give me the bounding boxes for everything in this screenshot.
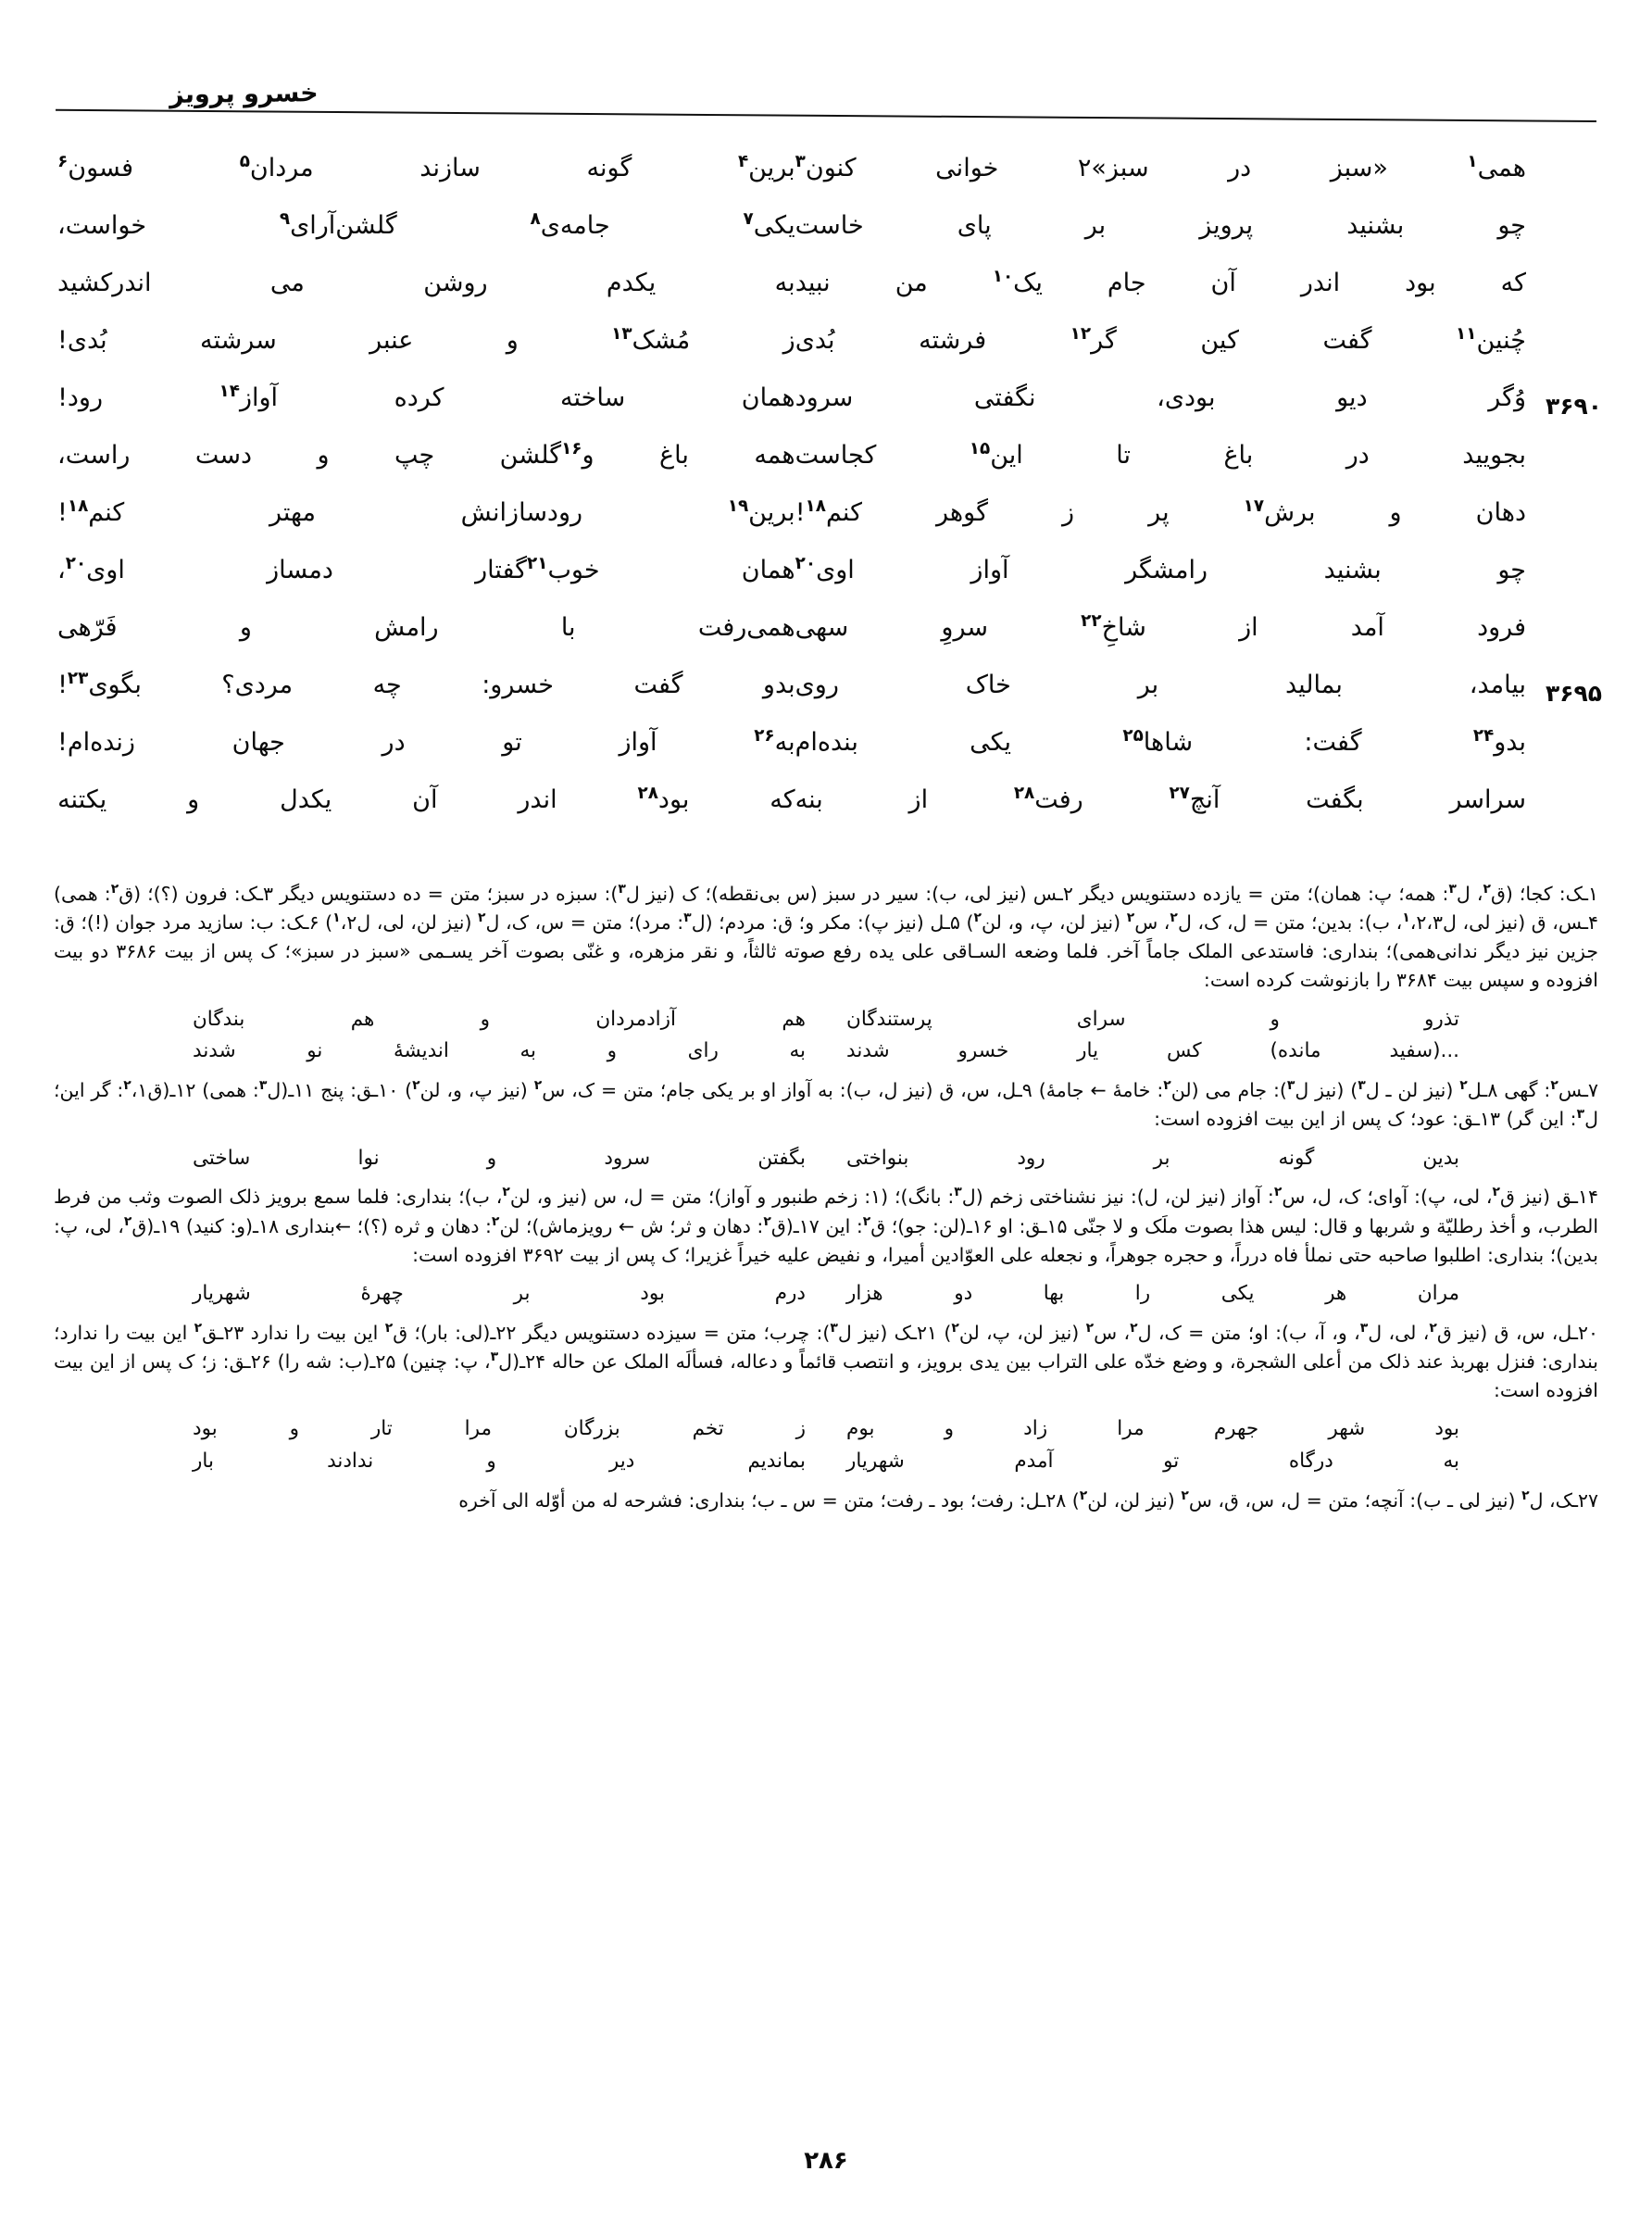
hemistich-second: همان خوب$^{۲۱}$گفتار دمساز اوی$^{۲۰}$، bbox=[57, 554, 795, 584]
inserted-hemistich-first: تذرو و سرای پرستندگان bbox=[846, 1007, 1459, 1031]
hemistich-first: دهان و برش$^{۱۷}$ پر ز گوهر کنم$^{۱۸}$! bbox=[795, 496, 1526, 527]
inserted-hemistich-first: بدین گونه بر رود بنواختی bbox=[846, 1146, 1459, 1170]
inserted-verse-line bbox=[193, 1143, 1459, 1175]
hemistich-first: چو بشنید پرویز بر پای خاست bbox=[795, 211, 1526, 240]
inserted-couplet-group bbox=[54, 1143, 1598, 1175]
verse-line bbox=[54, 324, 1598, 385]
verse-line bbox=[54, 611, 1598, 672]
footnote-apparatus bbox=[54, 880, 1598, 1515]
footnote-paragraph: ۲۷ـک، ل$^۲$ (نیز لی ـ ب): آنچه؛ متن = ل، س، ق، س$^۲$ (نیز لن، لن$^۲$) ۲۸ـل: رفت؛ بود ـ رفت؛ متن = س ـ ب؛ بنداری: فشرحه له من أوّله الی آخره bbox=[458, 1488, 1598, 1512]
verse-line bbox=[54, 496, 1598, 558]
inserted-hemistich-second: ز تخم بزرگان مرا تار و بود bbox=[193, 1417, 806, 1441]
inserted-verse-line bbox=[193, 1413, 1459, 1446]
hemistich-second: برین$^۴$ گونه سازند مردان$^۵$ فسون$^۶$ bbox=[57, 152, 795, 182]
footnote-paragraph: ۲۰ـل، س، ق (نیز ق$^۲$، لی، ل$^۳$، و، آ، ب): او؛ متن = ک، ل$^۲$، س$^۲$ (نیز لن، پ، لن$^۲$) ۲۱ـک (نیز ل$^۳$): چرب؛ متن = سیزده دستنویس دیگر ۲۲ـ(لی: بار)؛ ق$^۲$ این بیت را ندارد ۲۳ـق$^۲$ این بیت را ندارد؛ بنداری: فنزل بهربذ عند ذلک من أعلی الشجرة، و وضع خدّه علی التراب بین یدی برویز، و انتصب قائماً و دعاله، فسألَه الملک عن حاله ۲۴ـ(ل$^۳$، پ: چنین) ۲۵ـ(ب: شه را) ۲۶ـق: ز؛ ک پس از این بیت افزوده است: bbox=[54, 1320, 1598, 1402]
hemistich-second: همان ساخته کرده آواز$^{۱۴}$ رود! bbox=[57, 382, 795, 412]
inserted-verse-line bbox=[193, 1035, 1459, 1068]
verse-line bbox=[54, 554, 1598, 615]
verse-line bbox=[54, 726, 1598, 787]
hemistich-second: همی‌رفت با رامش و فَرّهی bbox=[57, 613, 795, 642]
inserted-verse-line bbox=[193, 1446, 1459, 1478]
verse-line bbox=[54, 784, 1598, 845]
hemistich-first: بجویید در باغ تا این$^{۱۵}$ کجاست bbox=[795, 439, 1526, 470]
hemistich-first: چُنین$^{۱۱}$ گفت کین گر$^{۱۲}$ فرشته بُدی bbox=[795, 324, 1526, 355]
inserted-couplet-group bbox=[54, 1278, 1598, 1311]
inserted-couplet-group bbox=[54, 1413, 1598, 1478]
header-rule bbox=[56, 109, 1596, 122]
hemistich-first: وُگر دیو بودی، نگفتی سرود bbox=[795, 383, 1526, 412]
hemistich-second: همه باغ و$^{۱۶}$گلشن چپ و دست راست، bbox=[57, 439, 795, 470]
page-header bbox=[56, 80, 1596, 144]
inserted-hemistich-first: مران هر یکی را بها دو هزار bbox=[846, 1281, 1459, 1305]
inserted-hemistich-first: بود شهر جهرم مرا زاد و بوم bbox=[846, 1417, 1459, 1441]
footnote-paragraph: ۷ـس$^۲$: گهی ۸ـل$^۲$ (نیز لن ـ ل$^۳$) (نیز ل$^۳$): جام می (لن$^۲$: خامهٔ ← جامهٔ) ۹ـل، س، ق (نیز ل، ب): به آواز او بر یکی جام؛ متن = ک، س$^۲$ (نیز پ، و، لن$^۲$) ۱۰ـق: پنج ۱۱ـ(ل$^۳$: همی) ۱۲ـ(ق$^۲$،۱: گر این؛ ل$^۳$: این گر) ۱۳ـق: عود؛ ک پس از این بیت افزوده است: bbox=[54, 1078, 1598, 1131]
hemistich-first: که بود اندر آن جام یک$^{۱۰}$ من نبید bbox=[795, 267, 1526, 297]
inserted-hemistich-second: بگفتن سرود و نوا ساختی bbox=[193, 1146, 806, 1170]
inserted-hemistich-second: هم آزادمردان و هم بندگان bbox=[193, 1007, 806, 1031]
hemistich-second: به یکدم روشن می اندرکشید bbox=[57, 269, 795, 297]
hemistich-first: بیامد، بمالید بر خاک روی bbox=[795, 671, 1526, 699]
inserted-hemistich-second: درم بود بر چهرهٔ شهریار bbox=[193, 1281, 806, 1305]
verse-line bbox=[54, 267, 1598, 328]
footnote-paragraph: ۱ـک: کجا؛ (ق$^۲$، ل$^۳$: همه؛ پ: همان)؛ متن = یازده دستنویس دیگر ۲ـس (نیز لی، ب): سیر در سبز (س بی‌نقطه)؛ ک (نیز ل$^۳$): سبزه در سبز؛ متن = ده دستنویس دیگر ۳ـک: فرون (؟)؛ (ق$^۲$: همی) ۴ـس، ق (نیز لی، ل$^۱$،۲،۳، ب): بدین؛ متن = ل، ک، ل$^۲$، س$^۲$ (نیز لن، پ، و، لن$^۲$) ۵ـل (نیز پ): مکر و؛ ق: مردم؛ (ل$^۳$: مرد)؛ متن = س، ک، ل$^۲$ (نیز لن، لی، ل$^۱$،۲) ۶ـک: ب: سازید مرد جوان (!)؛ ق: جزین نیز دیگر ندانی‌همی)؛ بنداری: فاستدعی الملک جاماً آخر. فلما وضعه السـاقی علی یده رفع صوته ثالثاً، و نقر مزهره، و غنّی بصوت آخر یسـمی «سبز در سبز»؛ ک پس از بیت ۳۶۸۶ دو بیت افزوده و سپس بیت ۳۶۸۴ را بازنوشت کرده است: bbox=[54, 882, 1598, 992]
hemistich-second: که بود$^{۲۸}$ اندر آن یکدل و یکتنه bbox=[57, 784, 795, 814]
hemistich-first: همی$^۱$ «سبز در سبز»۲ خوانی کنون$^۳$ bbox=[795, 152, 1526, 182]
hemistich-first: چو بشنید رامشگر آواز اوی$^{۲۰}$ bbox=[795, 554, 1526, 584]
hemistich-second: یکی$^۷$ جامه‌ی$^۸$ گلشن‌آرای$^۹$ خواست، bbox=[57, 209, 795, 240]
inserted-verse-line bbox=[193, 1004, 1459, 1036]
inserted-hemistich-first: ...(سفید مانده) کس یار خسرو شدند bbox=[846, 1039, 1459, 1063]
folio-number: ۲۸۶ bbox=[804, 2147, 848, 2175]
verse-line bbox=[54, 209, 1598, 270]
inserted-verse-line bbox=[193, 1278, 1459, 1311]
inserted-hemistich-second: بماندیم دیر و ندادند بار bbox=[193, 1450, 806, 1474]
hemistich-first: فرود آمد از شاخِ$^{۲۲}$ سروِ سهی bbox=[795, 611, 1526, 642]
inserted-hemistich-first: به درگاه تو آمدم شهریار bbox=[846, 1450, 1459, 1474]
verse-number: ۳۶۹۰ bbox=[1545, 393, 1602, 420]
hemistich-first: بدو$^{۲۴}$ گفت: شاها$^{۲۵}$ یکی بنده‌ام bbox=[795, 726, 1526, 757]
verse-line bbox=[54, 669, 1602, 730]
footnote-paragraph: ۱۴ـق (نیز ق$^۲$، لی، پ): آوای؛ ک، ل، س$^۲$: آواز (نیز لن، ل): نیز نشناختی زخم (ل$^۳$: بانگ)؛ (۱: زخم طنبور و آواز)؛ متن = ل، س (نیز و، لن$^۲$، ب)؛ بنداری: فلما سمع برویز ذلک الصوت وثب من فرط الطرب، و أخذ رطلیّة و شربها و قال: لیس هذا بصوت ملَک و لا جنّی ۱۵ـق: او ۱۶ـ(لن: جو)؛ ق$^۲$: این ۱۷ـ(ق$^۲$: دهان و ثر؛ ش ← رویزماش)؛ لن$^۲$: دهان و ثره (؟)؛ ←بنداری ۱۸ـ(و: کنید) ۱۹ـ(ق$^۲$، لی، پ: بدین)؛ بنداری: اطلبوا صاحبه حتی نملأ فاه درراً، و حجره جوهراً، و نجعله علی العوّادین أمیرا، و نفیض علیه خیراً غزیرا؛ ک پس از بیت ۳۶۹۲ افزوده است: bbox=[54, 1185, 1599, 1266]
hemistich-second: به$^{۲۶}$ آواز تو در جهان زنده‌ام! bbox=[57, 726, 795, 757]
verse-number: ۳۶۹۵ bbox=[1545, 680, 1602, 707]
inserted-hemistich-second: به رای و به اندیشهٔ نو شدند bbox=[193, 1039, 806, 1063]
hemistich-second: بدو گفت خسرو: چه مردی؟ بگوی$^{۲۳}$! bbox=[57, 669, 795, 699]
running-head-title: خسرو پرویز bbox=[169, 79, 319, 109]
verse-line bbox=[54, 439, 1598, 500]
hemistich-first: سراسر بگفت آنچ$^{۲۷}$ رفت$^{۲۸}$ از بنه bbox=[795, 784, 1526, 814]
verse-block bbox=[54, 152, 1602, 845]
hemistich-second: ز مُشک$^{۱۳}$ و عنبر سرشته بُدی! bbox=[57, 324, 795, 355]
verse-line bbox=[54, 382, 1602, 443]
verse-line bbox=[54, 152, 1598, 213]
inserted-couplet-group bbox=[54, 1004, 1598, 1069]
hemistich-second: برین$^{۱۹}$ رودسازانش مهتر کنم$^{۱۸}$! bbox=[57, 496, 795, 527]
